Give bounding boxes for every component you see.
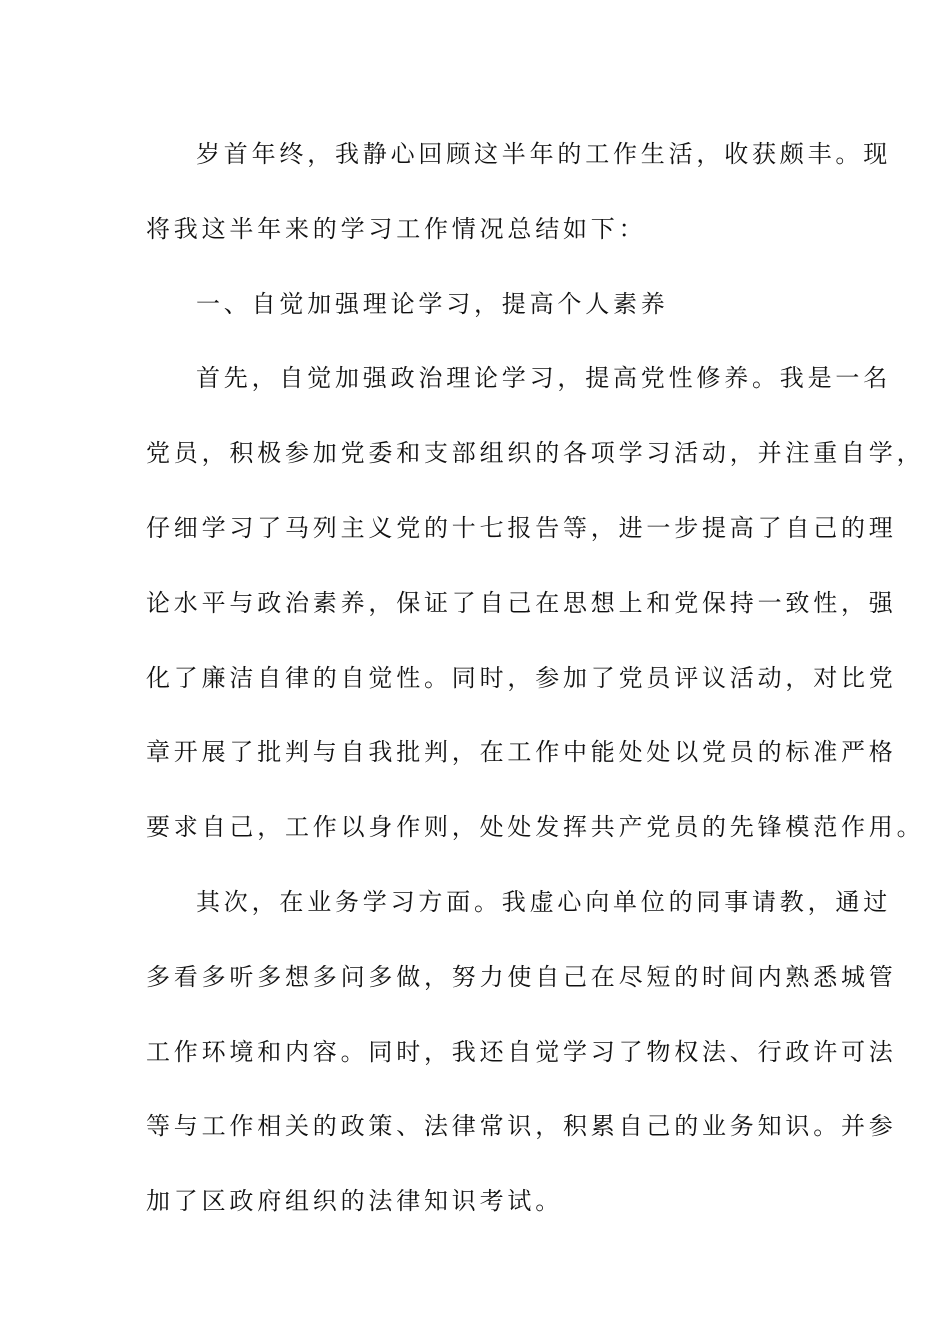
text-line: 论水平与政治素养，保证了自己在思想上和党保持一致性，强 [146, 588, 897, 617]
paragraph-political-study [146, 341, 925, 865]
text-line: 加了区政府组织的法律知识考试。 [146, 1187, 563, 1216]
paragraph-intro [146, 117, 891, 267]
text-line: 一、自觉加强理论学习，提高个人素养 [196, 289, 669, 318]
text-line: 化了廉洁自律的自觉性。同时，参加了党员评议活动，对比党 [146, 663, 897, 692]
paragraph-business-study [146, 865, 897, 1239]
text-line: 其次，在业务学习方面。我虚心向单位的同事请教，通过 [196, 887, 891, 916]
text-line: 要求自己，工作以身作则，处处发挥共产党员的先锋模范作用。 [146, 813, 925, 842]
text-line: 章开展了批判与自我批判，在工作中能处处以党员的标准严格 [146, 738, 897, 767]
text-line: 仔细学习了马列主义党的十七报告等，进一步提高了自己的理 [146, 513, 897, 542]
text-line: 工作环境和内容。同时，我还自觉学习了物权法、行政许可法 [146, 1037, 897, 1066]
text-line: 等与工作相关的政策、法律常识，积累自己的业务知识。并参 [146, 1112, 897, 1141]
text-line: 岁首年终，我静心回顾这半年的工作生活，收获颇丰。现 [196, 140, 891, 168]
text-line: 首先，自觉加强政治理论学习，提高党性修养。我是一名 [196, 364, 891, 393]
document-body [146, 117, 925, 1239]
text-line: 多看多听多想多问多做，努力使自己在尽短的时间内熟悉城管 [146, 962, 897, 991]
section-heading [146, 267, 814, 342]
text-line: 将我这半年来的学习工作情况总结如下： [146, 214, 647, 243]
text-line: 党员，积极参加党委和支部组织的各项学习活动，并注重自学， [146, 439, 925, 468]
